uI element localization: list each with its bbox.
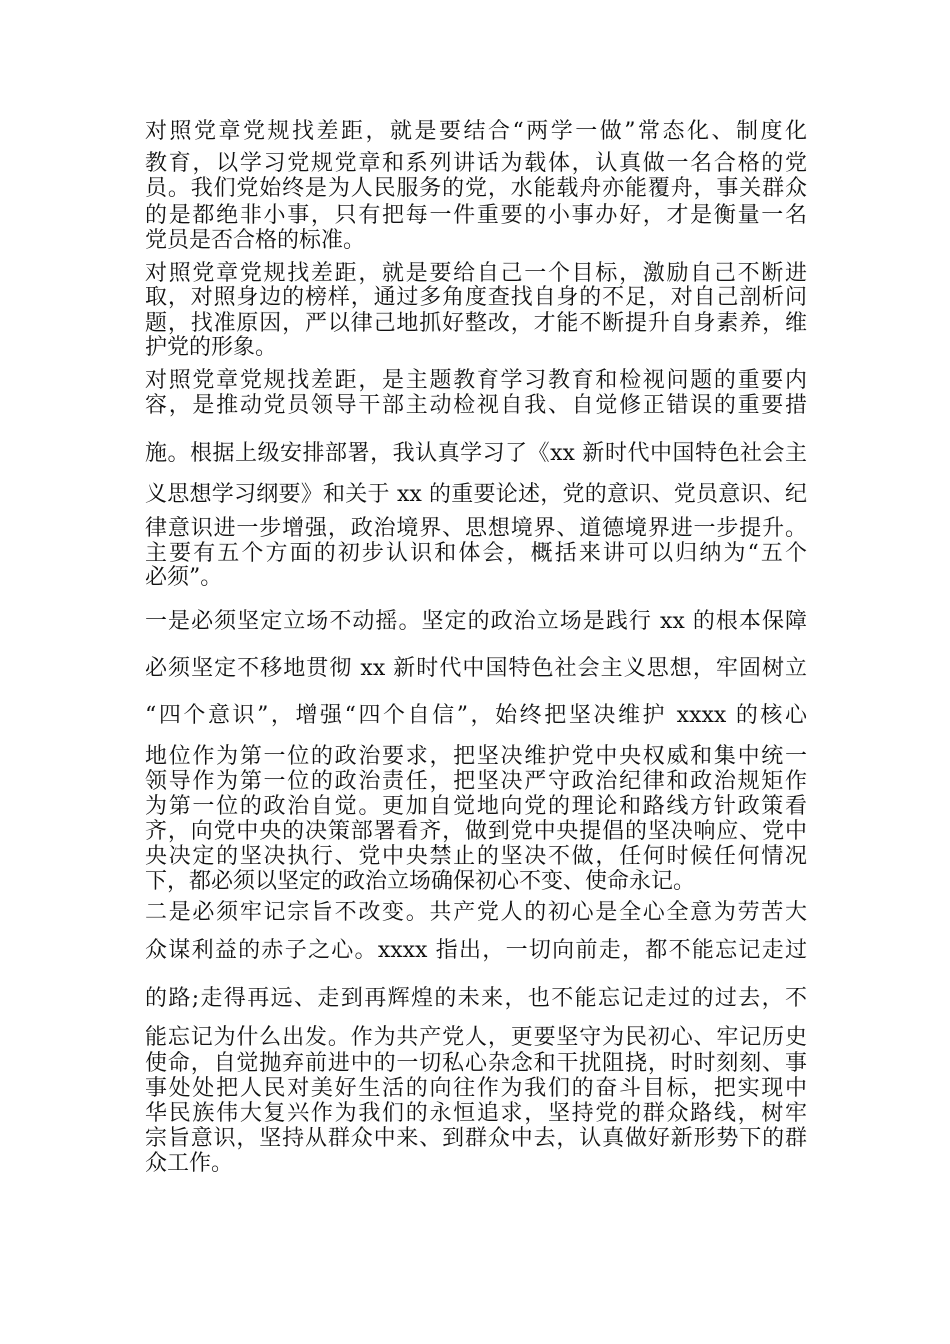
text-line: “四个意识”，增强“四个自信”，始终把坚决维护 xxxx 的核心: [145, 703, 807, 728]
text-line: 主要有五个方面的初步认识和体会，概括来讲可以归纳为“五个: [145, 541, 807, 566]
text-line: 义思想学习纲要》和关于 xx 的重要论述，党的意识、党员意识、纪: [145, 482, 807, 507]
text-line: 施。根据上级安排部署，我认真学习了《xx 新时代中国特色社会主: [145, 441, 807, 466]
text-line: 的是都绝非小事，只有把每一件重要的小事办好，才是衡量一名: [145, 203, 807, 228]
text-line: 华民族伟大复兴作为我们的永恒追求，坚持党的群众路线，树牢: [145, 1101, 807, 1126]
text-line: 能忘记为什么出发。作为共产党人，更要坚守为民初心、牢记历史: [145, 1025, 807, 1050]
text-line: 对照党章党规找差距，是主题教育学习教育和检视问题的重要内: [145, 368, 807, 393]
text-line: 的路;走得再远、走到再辉煌的未来，也不能忘记走过的过去，不: [145, 986, 807, 1011]
text-line: 宗旨意识，坚持从群众中来、到群众中去，认真做好新形势下的群: [145, 1126, 807, 1151]
text-line: 律意识进一步增强，政治境界、思想境界、道德境界进一步提升。: [145, 516, 807, 541]
text-line: 地位作为第一位的政治要求，把坚决维护党中央权威和集中统一: [145, 744, 807, 769]
text-line: 容，是推动党员领导干部主动检视自我、自觉修正错误的重要措: [145, 393, 807, 418]
text-line: 一是必须坚定立场不动摇。坚定的政治立场是践行 xx 的根本保障: [145, 609, 807, 634]
text-line: 必须”。: [145, 565, 223, 590]
text-line: 为第一位的政治自觉。更加自觉地向党的理论和路线方针政策看: [145, 794, 807, 819]
text-line: 员。我们党始终是为人民服务的党，水能载舟亦能覆舟，事关群众: [145, 176, 807, 201]
text-line: 必须坚定不移地贯彻 xx 新时代中国特色社会主义思想，牢固树立: [145, 656, 807, 681]
text-line: 领导作为第一位的政治责任，把坚决严守政治纪律和政治规矩作: [145, 769, 807, 794]
text-line: 二是必须牢记宗旨不改变。共产党人的初心是全心全意为劳苦大: [145, 900, 807, 925]
text-line: 众工作。: [145, 1151, 234, 1176]
text-line: 众谋利益的赤子之心。xxxx 指出，一切向前走，都不能忘记走过: [145, 938, 807, 963]
text-line: 使命，自觉抛弃前进中的一切私心杂念和干扰阻挠，时时刻刻、事: [145, 1051, 807, 1076]
text-line: 题，找准原因，严以律己地抓好整改，才能不断提升自身素养，维: [145, 311, 807, 336]
text-line: 取，对照身边的榜样，通过多角度查找自身的不足，对自己剖析问: [145, 285, 807, 310]
text-line: 党员是否合格的标准。: [145, 228, 366, 253]
text-line: 护党的形象。: [145, 335, 278, 360]
text-line: 下，都必须以坚定的政治立场确保初心不变、使命永记。: [145, 869, 696, 894]
text-line: 齐，向党中央的决策部署看齐，做到党中央提倡的坚决响应、党中: [145, 819, 807, 844]
text-line: 教育，以学习党规党章和系列讲话为载体，认真做一名合格的党: [145, 151, 807, 176]
text-line: 对照党章党规找差距，就是要给自己一个目标，激励自己不断进: [145, 261, 807, 286]
text-line: 央决定的坚决执行、党中央禁止的坚决不做，任何时候任何情况: [145, 844, 807, 869]
text-line: 对照党章党规找差距，就是要结合“两学一做”常态化、制度化: [145, 119, 807, 144]
text-line: 事处处把人民对美好生活的向往作为我们的奋斗目标，把实现中: [145, 1076, 807, 1101]
